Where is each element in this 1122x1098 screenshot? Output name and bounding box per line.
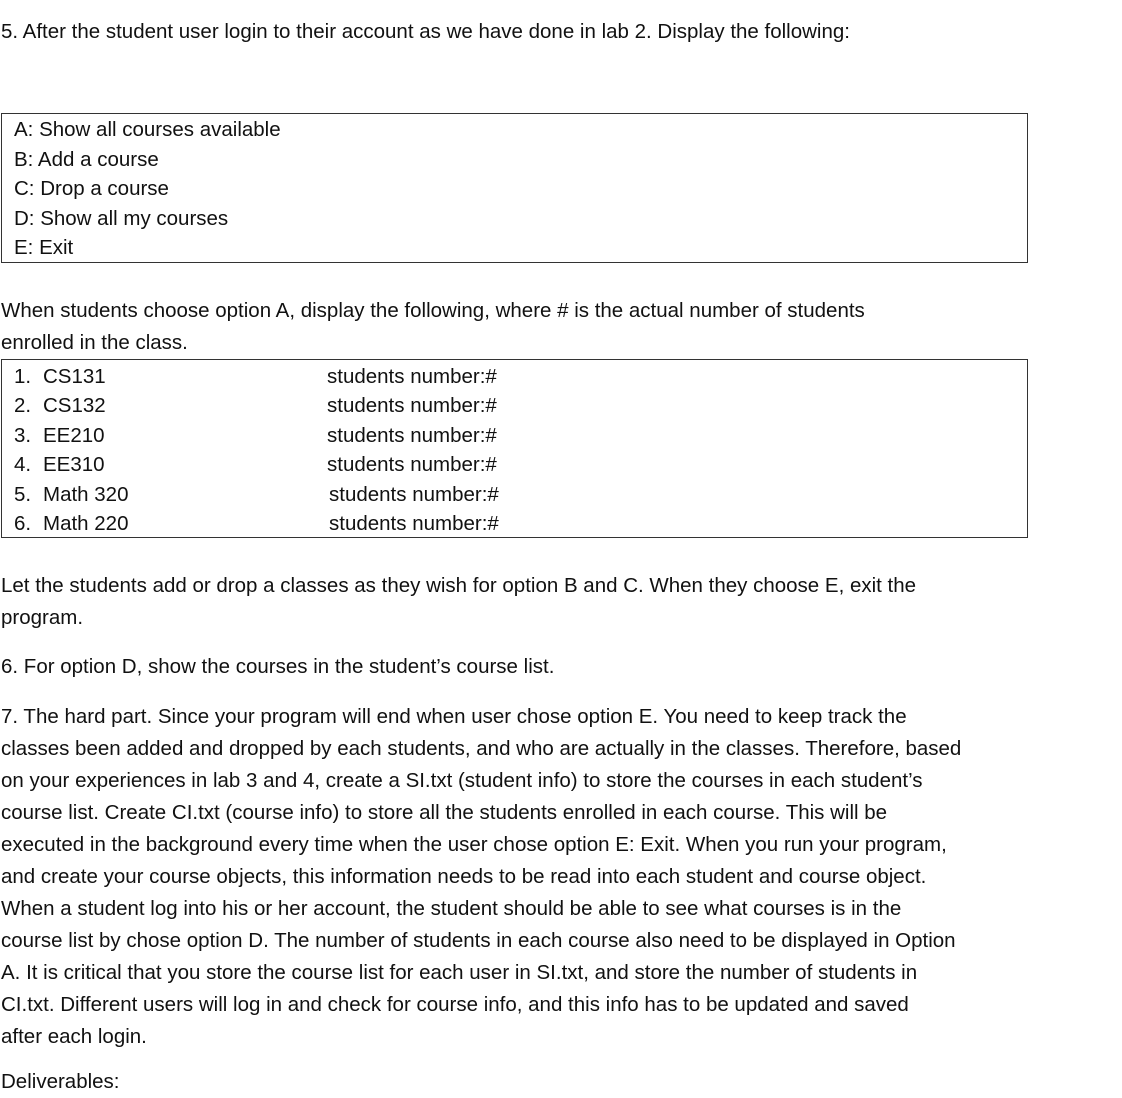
section-7-line: executed in the background every time when the user chose option E: Exit. When you run your program, <box>1 833 947 856</box>
course-student-count: students number:# <box>327 394 497 417</box>
section-7-line: 7. The hard part. Since your program will end when user chose option E. You need to keep track the <box>1 705 907 728</box>
section-7-line: When a student log into his or her account, the student should be able to see what courses is in the <box>1 897 902 920</box>
menu-option-b: B: Add a course <box>14 148 159 171</box>
section-7-text <box>1 701 961 1053</box>
course-name: Math 320 <box>43 483 129 506</box>
menu-option-e: E: Exit <box>14 236 74 259</box>
menu-options-box <box>1 113 1028 263</box>
course-name: CS132 <box>43 394 106 417</box>
course-list-box <box>1 359 1028 538</box>
course-name: EE310 <box>43 453 105 476</box>
section-7-line: after each login. <box>1 1025 147 1048</box>
section-7-line: and create your course objects, this information needs to be read into each student and course object. <box>1 865 927 888</box>
course-number: 3. <box>14 424 32 447</box>
section-7-line: A. It is critical that you store the course list for each user in SI.txt, and store the number of students in <box>1 961 918 984</box>
add-drop-line-2: program. <box>1 606 84 629</box>
option-a-line-2: enrolled in the class. <box>1 331 188 354</box>
course-number: 2. <box>14 394 32 417</box>
add-drop-instructions <box>1 570 916 634</box>
section-6-text: 6. For option D, show the courses in the student’s course list. <box>1 655 555 678</box>
menu-option-d: D: Show all my courses <box>14 207 229 230</box>
course-number: 6. <box>14 512 32 535</box>
course-row <box>2 391 1027 421</box>
add-drop-line-1: Let the students add or drop a classes as they wish for option B and C. When they choose E, exit the <box>1 574 917 597</box>
course-row <box>2 421 1027 451</box>
menu-option-c: C: Drop a course <box>14 177 169 200</box>
course-student-count: students number:# <box>329 483 499 506</box>
course-student-count: students number:# <box>327 365 497 388</box>
section-5-heading: 5. After the student user login to their account as we have done in lab 2. Display the following: <box>1 20 850 43</box>
section-7-line: classes been added and dropped by each students, and who are actually in the classes. Therefore, based <box>1 737 962 760</box>
deliverables-heading: Deliverables: <box>1 1070 120 1093</box>
course-name: EE210 <box>43 424 105 447</box>
course-name: CS131 <box>43 365 106 388</box>
course-number: 1. <box>14 365 32 388</box>
course-row <box>2 509 1027 539</box>
course-student-count: students number:# <box>327 453 497 476</box>
course-number: 4. <box>14 453 32 476</box>
option-a-instructions <box>1 295 865 359</box>
course-student-count: students number:# <box>327 424 497 447</box>
section-7-line: on your experiences in lab 3 and 4, create a SI.txt (student info) to store the courses in each student’s <box>1 769 923 792</box>
course-student-count: students number:# <box>329 512 499 535</box>
course-row <box>2 362 1027 392</box>
menu-option-a: A: Show all courses available <box>14 118 281 141</box>
course-row <box>2 480 1027 510</box>
section-7-line: course list. Create CI.txt (course info) to store all the students enrolled in each course. This will be <box>1 801 888 824</box>
course-row <box>2 450 1027 480</box>
option-a-line-1: When students choose option A, display the following, where # is the actual number of students <box>1 299 865 322</box>
section-7-line: CI.txt. Different users will log in and check for course info, and this info has to be updated and saved <box>1 993 909 1016</box>
course-number: 5. <box>14 483 32 506</box>
course-name: Math 220 <box>43 512 129 535</box>
section-7-line: course list by chose option D. The number of students in each course also need to be displayed in Option <box>1 929 956 952</box>
